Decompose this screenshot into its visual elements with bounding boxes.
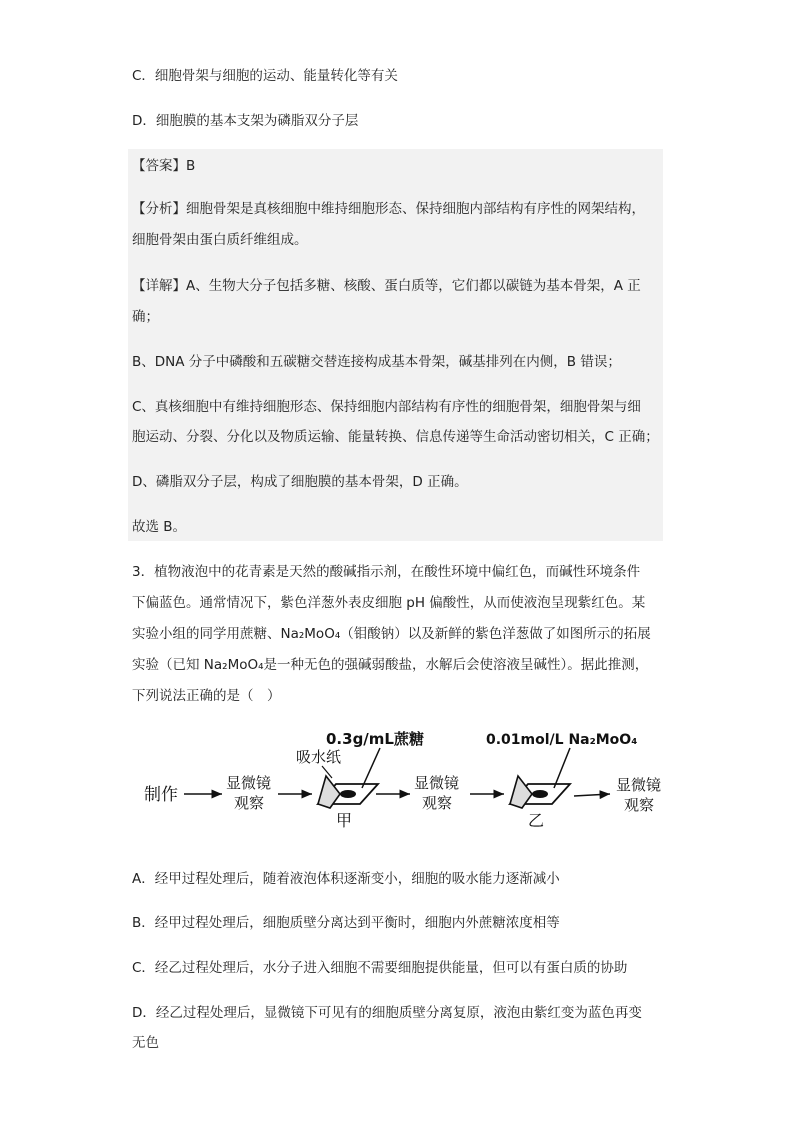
molybdate-label: 0.01mol/L Na₂MoO₄	[486, 732, 638, 748]
experiment-diagram	[140, 728, 680, 828]
analysis-line-1: 【分析】细胞骨架是真核细胞中维持细胞形态、保持细胞内部结构有序性的网架结构，	[132, 201, 645, 217]
step-jia-label: 甲	[336, 811, 353, 828]
sucrose-label: 0.3g/mL蔗糖	[326, 730, 424, 748]
question-3-line-1: 3．植物液泡中的花青素是天然的酸碱指示剂，在酸性环境中偏红色，而碱性环境条件	[132, 564, 641, 580]
question-3-line-5: 下列说法正确的是（ ）	[132, 688, 281, 704]
detail-conclusion: 故选 B。	[132, 519, 187, 535]
observe-1-top: 显微镜	[226, 774, 272, 792]
option-a: A．经甲过程处理后，随着液泡体积逐渐变小，细胞的吸水能力逐渐减小	[132, 871, 560, 887]
detail-c-line-1: C、真核细胞中有维持细胞形态、保持细胞内部结构有序性的细胞骨架，细胞骨架与细	[132, 399, 641, 415]
option-d-line-1: D．经乙过程处理后，显微镜下可见有的细胞质壁分离复原，液泡由紫红变为蓝色再变	[132, 1005, 642, 1021]
blotting-paper-label: 吸水纸	[296, 748, 342, 766]
detail-a-line-2: 确；	[132, 309, 159, 325]
question-3-line-3: 实验小组的同学用蔗糖、Na₂MoO₄（钼酸钠）以及新鲜的紫色洋葱做了如图所示的拓展	[132, 626, 651, 642]
option-d-line-2: 无色	[132, 1035, 159, 1051]
detail-c-line-2: 胞运动、分裂、分化以及物质运输、能量转换、信息传递等生命活动密切相关，C 正确；	[132, 429, 659, 445]
detail-b-line: B、DNA 分子中磷酸和五碳糖交替连接构成基本骨架，碱基排列在内侧，B 错误；	[132, 354, 621, 370]
option-c-prev: C．细胞骨架与细胞的运动、能量转化等有关	[132, 68, 398, 84]
observe-2-bottom: 观察	[422, 794, 453, 812]
observe-2-top: 显微镜	[414, 774, 460, 792]
analysis-line-2: 细胞骨架由蛋白质纤维组成。	[132, 232, 308, 248]
detail-a-line-1: 【详解】A、生物大分子包括多糖、核酸、蛋白质等，它们都以碳链为基本骨架，A 正	[132, 278, 641, 294]
observe-1-bottom: 观察	[234, 794, 265, 812]
arrow-5	[574, 794, 610, 796]
detail-d-line: D、磷脂双分子层，构成了细胞膜的基本骨架，D 正确。	[132, 474, 468, 490]
make-label: 制作	[144, 785, 178, 805]
option-b: B．经甲过程处理后，细胞质壁分离达到平衡时，细胞内外蔗糖浓度相等	[132, 915, 560, 931]
slide-yi-icon	[510, 748, 570, 808]
option-d-prev: D．细胞膜的基本支架为磷脂双分子层	[132, 113, 359, 129]
question-3-line-2: 下偏蓝色。通常情况下，紫色洋葱外表皮细胞 pH 偏酸性，从而使液泡呈现紫红色。某	[132, 595, 646, 611]
option-c: C．经乙过程处理后，水分子进入细胞不需要细胞提供能量，但可以有蛋白质的协助	[132, 960, 628, 976]
observe-3-top: 显微镜	[616, 776, 662, 794]
answer-line: 【答案】B	[132, 158, 196, 174]
question-3-line-4: 实验（已知 Na₂MoO₄是一种无色的强碱弱酸盐，水解后会使溶液呈碱性）。据此推测，	[132, 657, 649, 673]
observe-3-bottom: 观察	[624, 796, 655, 814]
step-yi-label: 乙	[528, 811, 545, 828]
